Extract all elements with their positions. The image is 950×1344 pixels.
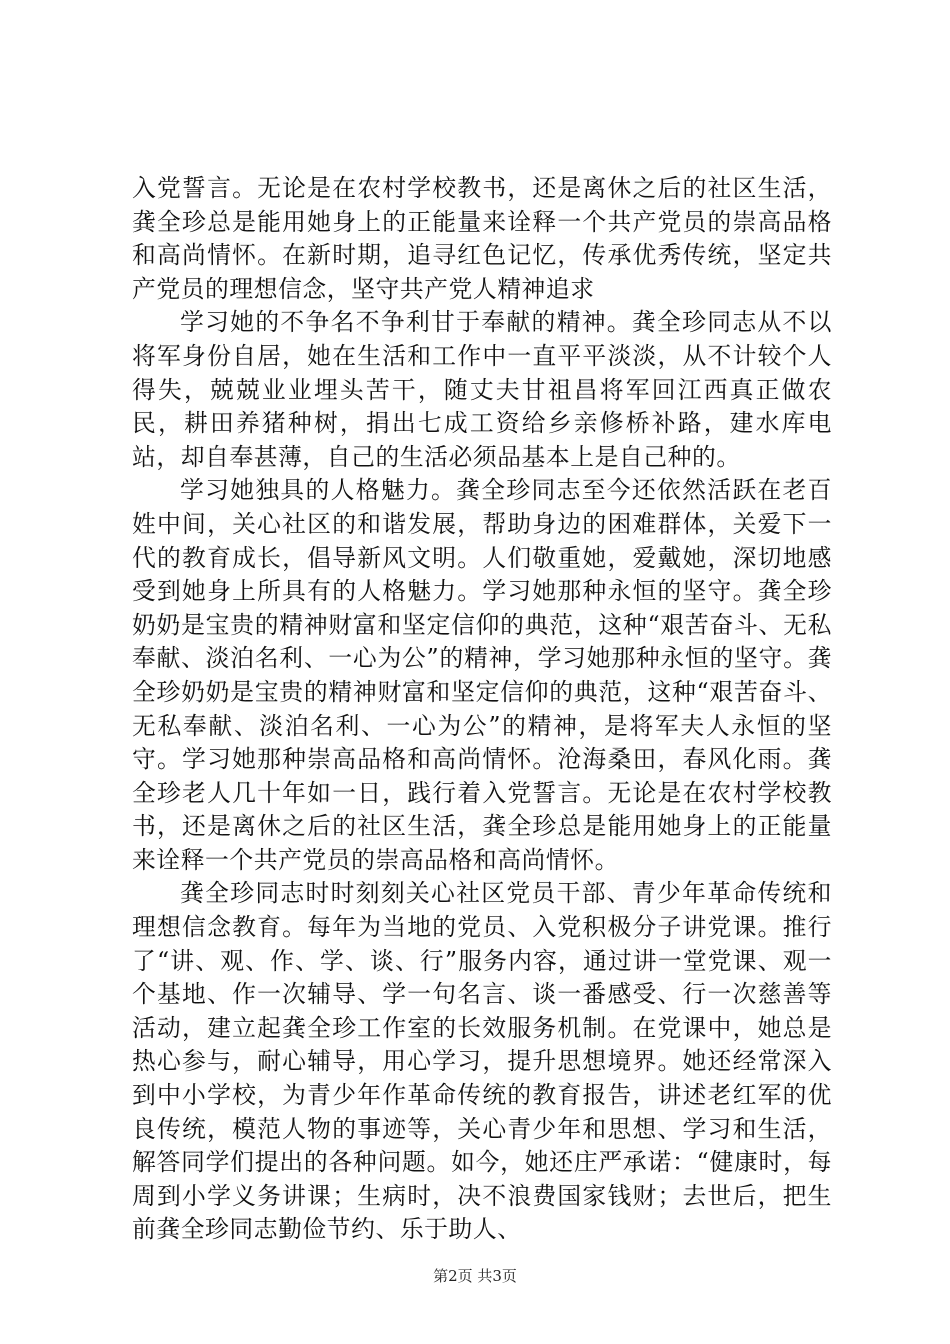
paragraph-3: 学习她独具的人格魅力。龚全珍同志至今还依然活跃在老百姓中间，关心社区的和谐发展，帮助身边的困难群体，关爱下一代的教育成长，倡导新风文明。人们敬重她，爱戴她，深切地感受到她身上所具有的人格魅力。学习她那种永恒的坚守。龚全珍奶奶是宝贵的精神财富和坚定信仰的典范，这种“艰苦奋斗、无私奉献、淡泊名利、一心为公”的精神，学习她那种永恒的坚守。龚全珍奶奶是宝贵的精神财富和坚定信仰的典范，这种“艰苦奋斗、无私奉献、淡泊名利、一心为公”的精神，是将军夫人永恒的坚守。学习她那种崇高品格和高尚情怀。沧海桑田，春风化雨。龚全珍老人几十年如一日，践行着入党誓言。无论是在农村学校教书，还是离休之后的社区生活，龚全珍总是能用她身上的正能量来诠释一个共产党员的崇高品格和高尚情怀。 <box>132 476 832 874</box>
paragraph-4: 龚全珍同志时时刻刻关心社区党员干部、青少年革命传统和理想信念教育。每年为当地的党员、入党积极分子讲党课。推行了“讲、观、作、学、谈、行”服务内容，通过讲一堂党课、观一个基地、作一次辅导、学一句名言、谈一番感受、行一次慈善等活动，建立起龚全珍工作室的长效服务机制。在党课中，她总是热心参与，耐心辅导，用心学习，提升思想境界。她还经常深入到中小学校，为青少年作革命传统的教育报告，讲述老红军的优良传统，模范人物的事迹等，关心青少年和思想、学习和生活，解答同学们提出的各种问题。如今，她还庄严承诺：“健康时，每周到小学义务讲课；生病时，决不浪费国家钱财；去世后，把生前龚全珍同志勤俭节约、乐于助人、 <box>132 879 832 1244</box>
paragraph-2: 学习她的不争名不争利甘于奉献的精神。龚全珍同志从不以将军身份自居，她在生活和工作中一直平平淡淡，从不计较个人得失，兢兢业业埋头苦干，随丈夫甘祖昌将军回江西真正做农民，耕田养猪种树，捐出七成工资给乡亲修桥补路，建水库电站，却自奉甚薄，自己的生活必须品基本上是自己种的。 <box>132 308 832 471</box>
page-number-footer: 第2页 共3页 <box>433 1267 517 1285</box>
paragraph-1: 入党誓言。无论是在农村学校教书，还是离休之后的社区生活，龚全珍总是能用她身上的正能量来诠释一个共产党员的崇高品格和高尚情怀。在新时期，追寻红色记忆，传承优秀传统，坚定共产党员的理想信念，坚守共产党人精神追求 <box>132 174 832 303</box>
body-text <box>132 172 832 1247</box>
